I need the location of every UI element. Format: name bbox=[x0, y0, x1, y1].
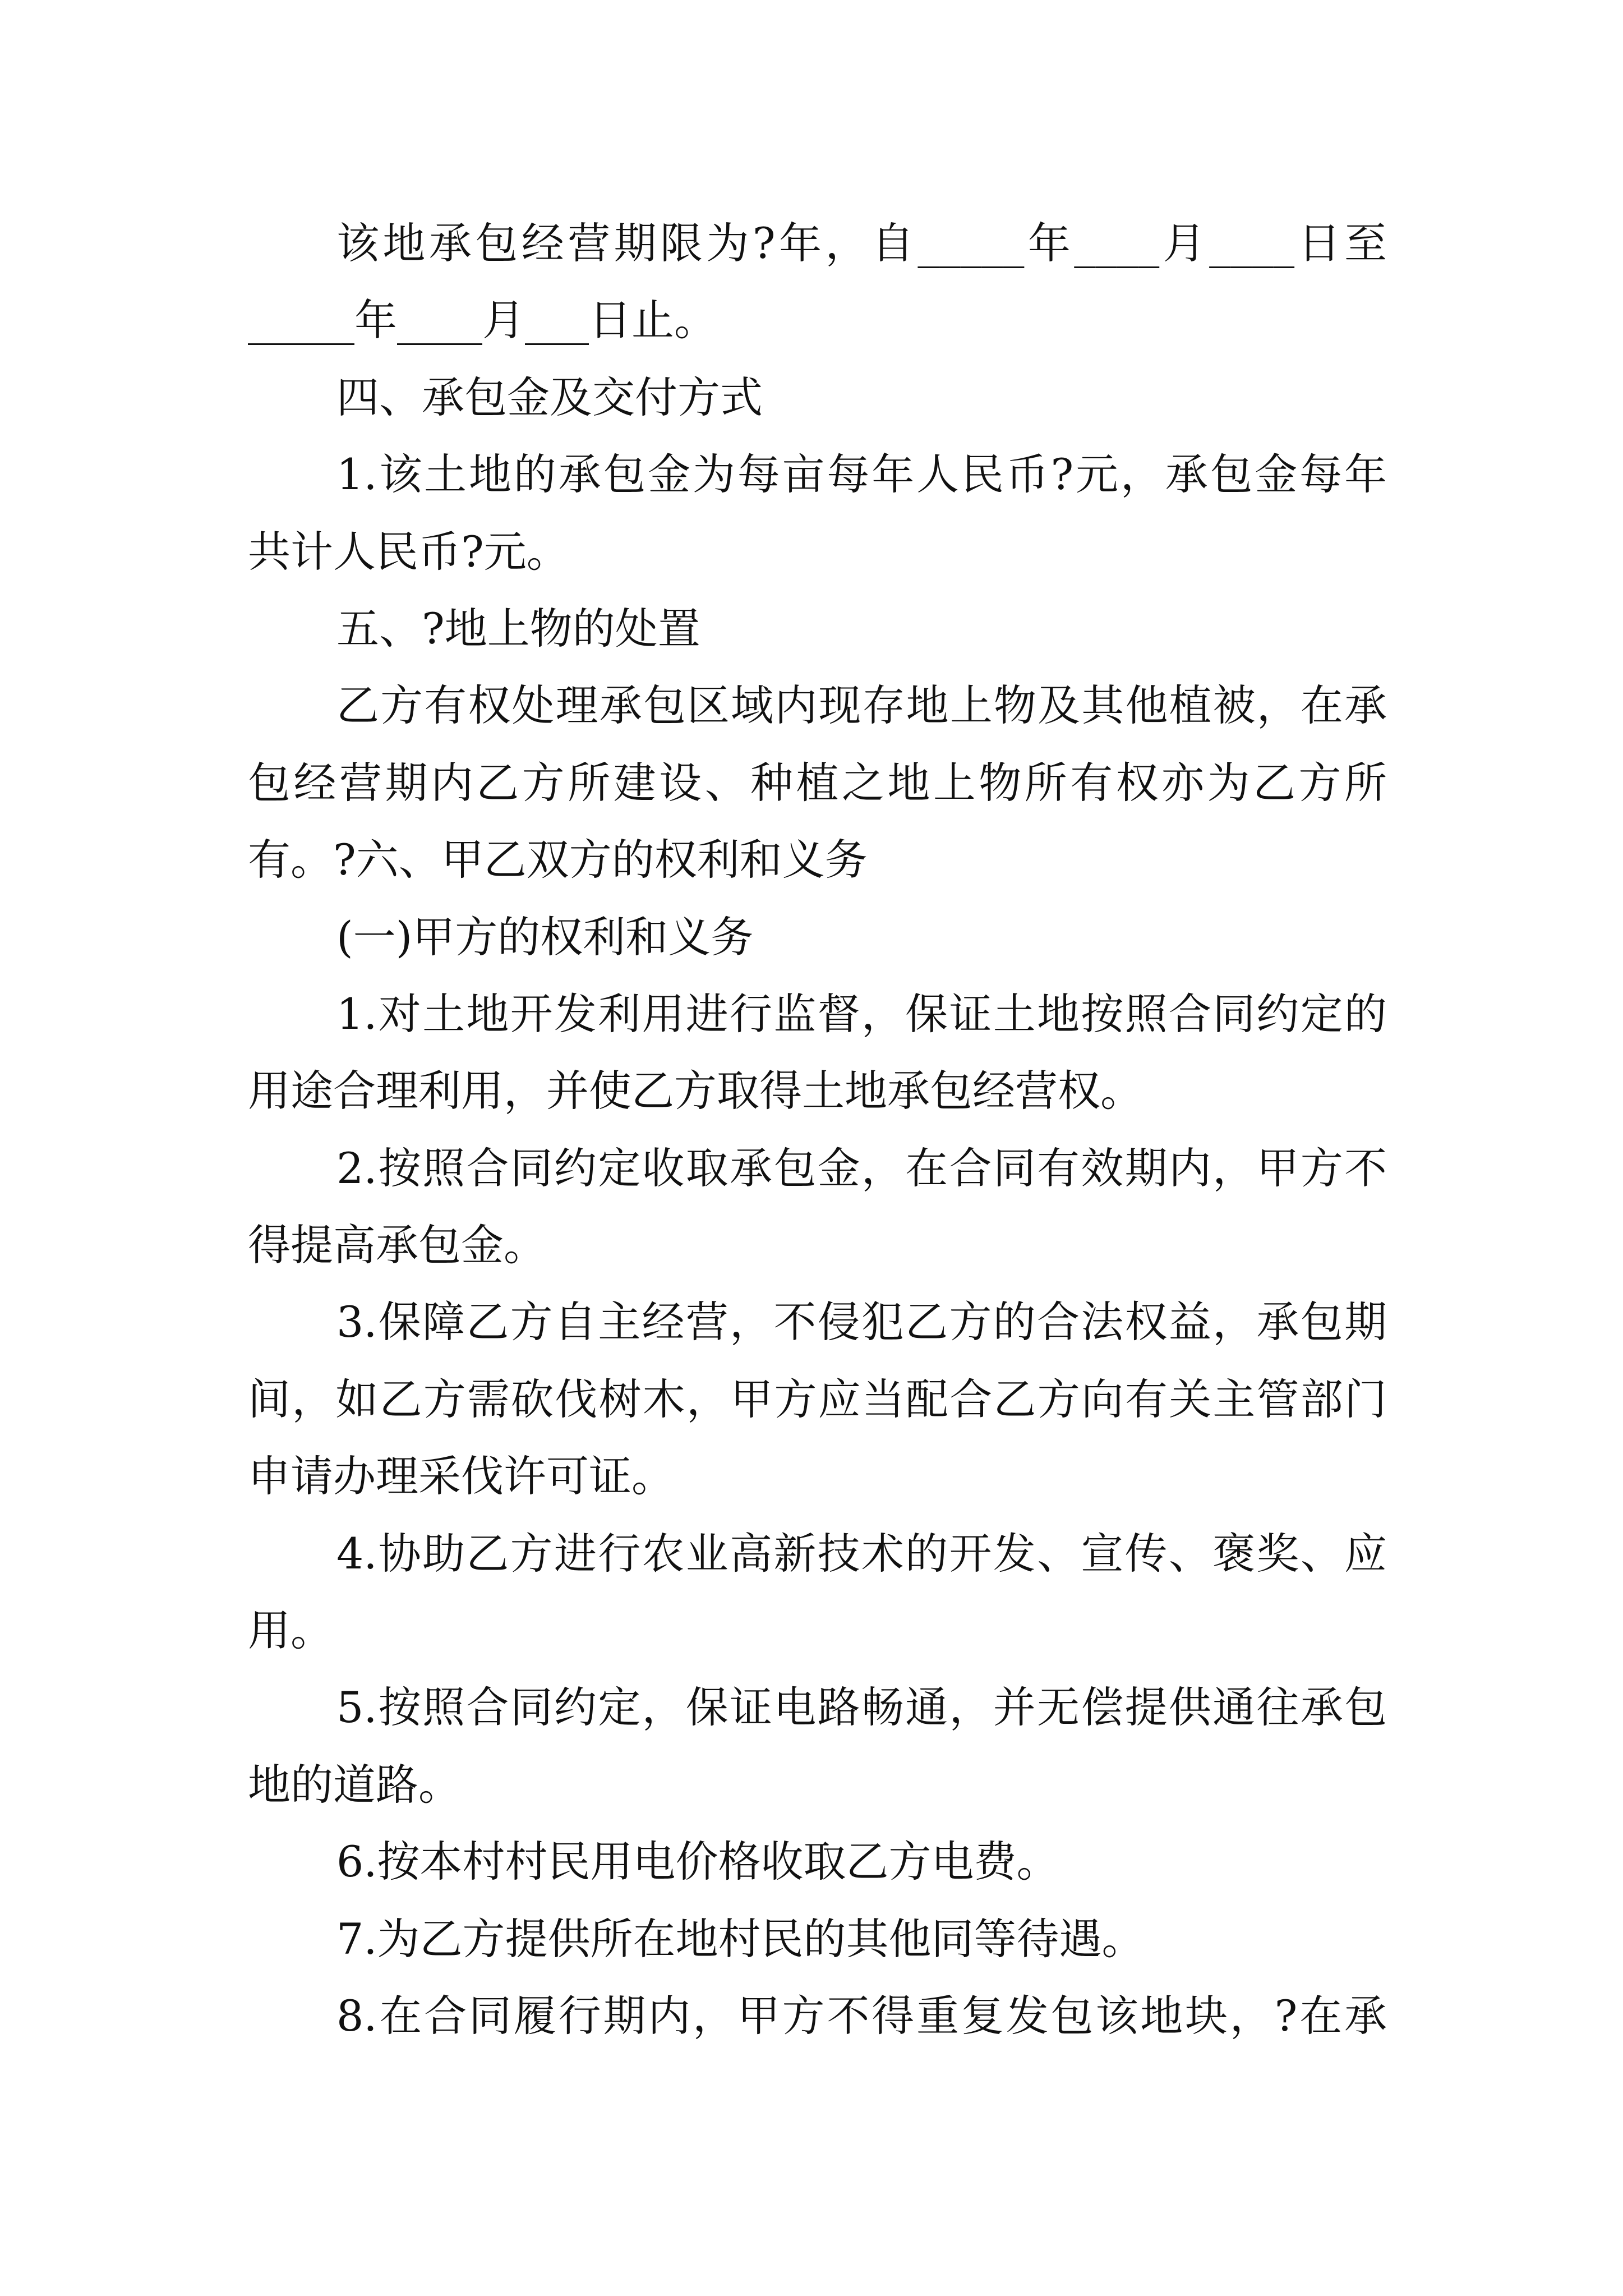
paragraph-fee-amount bbox=[248, 436, 1387, 590]
text-line: 有。?六、甲乙双方的权利和义务 bbox=[248, 835, 868, 885]
paragraph-ground-objects bbox=[248, 667, 1387, 898]
text-line: 2.按照合同约定收取承包金，在合同有效期内，甲方不 bbox=[336, 1143, 1387, 1193]
list-item bbox=[248, 1130, 1387, 1284]
list-item bbox=[248, 1283, 1387, 1515]
text-line: 4.协助乙方进行农业高新技术的开发、宣传、褒奖、应 bbox=[336, 1528, 1387, 1579]
text-line: 得提高承包金。 bbox=[248, 1220, 546, 1271]
list-item bbox=[248, 1977, 1387, 2054]
section-heading-ground-objects bbox=[248, 590, 1387, 667]
text-line: 1.对土地开发利用进行监督，保证土地按照合同约定的 bbox=[336, 988, 1387, 1039]
paragraph-contract-term bbox=[248, 205, 1387, 359]
text-line: 包经营期内乙方所建设、种植之地上物所有权亦为乙方所 bbox=[248, 757, 1387, 808]
text-line: 5.按照合同约定，保证电路畅通，并无偿提供通往承包 bbox=[336, 1682, 1387, 1733]
text-line: 7.为乙方提供所在地村民的其他同等待遇。 bbox=[336, 1913, 1145, 1964]
subsection-heading-party-a bbox=[248, 899, 1387, 976]
text-line: 用。 bbox=[248, 1605, 333, 1656]
list-item bbox=[248, 1901, 1387, 1977]
section-heading-fee bbox=[248, 359, 1387, 436]
text-line: 地的道路。 bbox=[248, 1759, 461, 1810]
body-text bbox=[248, 205, 1387, 2054]
text-line: 共计人民币?元。 bbox=[248, 526, 569, 577]
text-line: 6.按本村村民用电价格收取乙方电费。 bbox=[336, 1837, 1059, 1887]
text-line: 8.在合同履行期内，甲方不得重复发包该地块，?在承 bbox=[336, 1990, 1387, 2041]
text-line: 间，如乙方需砍伐树木，甲方应当配合乙方向有关主管部门 bbox=[248, 1374, 1387, 1424]
text-line: 该地承包经营期限为?年，自_____年____月____日至 bbox=[336, 218, 1387, 268]
list-item bbox=[248, 1669, 1387, 1823]
text-line: 乙方有权处理承包区域内现存地上物及其他植被，在承 bbox=[336, 680, 1387, 731]
text-line: 1.该土地的承包金为每亩每年人民币?元，承包金每年 bbox=[336, 449, 1387, 500]
text-line: 申请办理采伐许可证。 bbox=[248, 1451, 674, 1502]
text-line: _____年____月___日止。 bbox=[248, 295, 717, 346]
text-line: 四、承包金及交付方式 bbox=[336, 372, 763, 422]
text-line: 3.保障乙方自主经营，不侵犯乙方的合法权益，承包期 bbox=[336, 1297, 1387, 1347]
text-line: (一)甲方的权利和义务 bbox=[336, 912, 754, 962]
text-line: 五、?地上物的处置 bbox=[336, 603, 700, 654]
list-item bbox=[248, 1823, 1387, 1900]
list-item bbox=[248, 1515, 1387, 1669]
list-item bbox=[248, 976, 1387, 1130]
text-line: 用途合理利用，并使乙方取得土地承包经营权。 bbox=[248, 1066, 1143, 1116]
